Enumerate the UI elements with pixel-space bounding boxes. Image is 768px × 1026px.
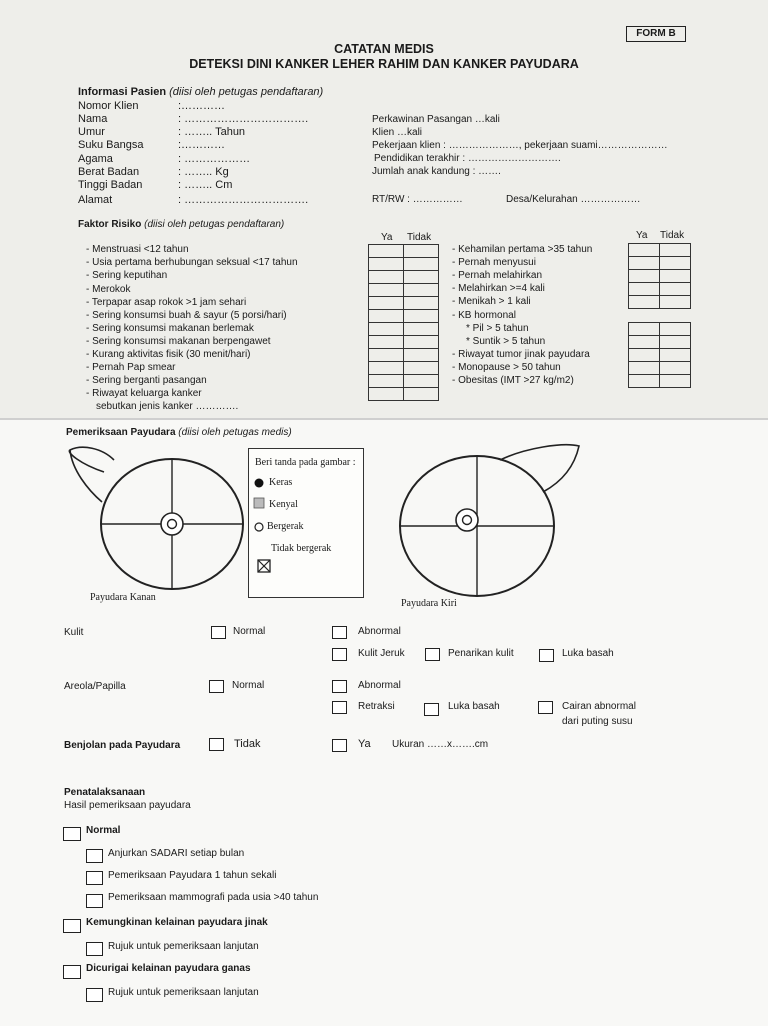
cell-tidak[interactable]: [404, 271, 439, 284]
cell-ya[interactable]: [369, 258, 404, 271]
title-line-1: CATATAN MEDIS: [334, 42, 434, 56]
areola-normal-checkbox[interactable]: [209, 680, 224, 693]
cell-tidak[interactable]: [660, 349, 691, 362]
cell-ya[interactable]: [629, 323, 660, 336]
areola-abnormal-label: Abnormal: [358, 680, 401, 691]
field-value[interactable]: : …….. Cm: [178, 179, 233, 191]
kulit-label: Kulit: [64, 627, 84, 638]
legend-keras: Keras: [269, 477, 293, 488]
rujuk-2-checkbox[interactable]: [86, 988, 103, 1002]
risk-note: (diisi oleh petugas pendaftaran): [144, 219, 285, 230]
cairan-label-2: dari puting susu: [562, 716, 633, 727]
retraksi-label: Retraksi: [358, 701, 395, 712]
risk-grid-left: [368, 244, 439, 401]
cell-tidak[interactable]: [404, 375, 439, 388]
cell-ya[interactable]: [369, 388, 404, 401]
occupation-field[interactable]: Pekerjaan klien : …………………, pekerjaan suami…………………: [372, 140, 668, 151]
penarikan-kulit-checkbox[interactable]: [425, 648, 440, 661]
cell-tidak[interactable]: [660, 283, 691, 296]
title-line-2: DETEKSI DINI KANKER LEHER RAHIM DAN KANKER PAYUDARA: [189, 57, 579, 71]
cell-ya[interactable]: [369, 323, 404, 336]
filled-dot-icon: [253, 477, 265, 489]
areola-abnormal-checkbox[interactable]: [332, 680, 347, 693]
cell-tidak[interactable]: [660, 336, 691, 349]
jinak-label: Kemungkinan kelainan payudara jinak: [86, 917, 268, 928]
plan-heading: Penatalaksanaan: [64, 787, 146, 798]
field-label: Berat Badan: [78, 166, 140, 178]
risk-item: - Riwayat tumor jinak payudara: [452, 349, 590, 360]
rtrw-field[interactable]: RT/RW : ……………: [372, 194, 463, 205]
areola-normal-label: Normal: [232, 680, 265, 691]
cell-ya[interactable]: [629, 362, 660, 375]
risk-item: - Sering konsumsi makanan berlemak: [86, 323, 254, 334]
sadari-checkbox[interactable]: [86, 849, 103, 863]
breast-title: Pemeriksaan Payudara: [66, 427, 176, 438]
cell-ya[interactable]: [629, 336, 660, 349]
risk-item: - Menstruasi <12 tahun: [86, 244, 189, 255]
benjolan-ya-checkbox[interactable]: [332, 739, 347, 752]
risk-item: - Terpapar asap rokok >1 jam sehari: [86, 297, 247, 308]
mammografi-label: Pemeriksaan mammografi pada usia >40 tahun: [108, 892, 319, 903]
cell-ya[interactable]: [629, 375, 660, 388]
patient-info-note: (diisi oleh petugas pendaftaran): [169, 86, 324, 98]
risk-item: * Suntik > 5 tahun: [466, 336, 546, 347]
cell-tidak[interactable]: [404, 349, 439, 362]
cell-tidak[interactable]: [404, 284, 439, 297]
kulit-luka-basah-checkbox[interactable]: [539, 649, 554, 662]
risk-item: - Pernah melahirkan: [452, 270, 543, 281]
legend-tidak-bergerak: Tidak bergerak: [271, 543, 332, 554]
jinak-checkbox[interactable]: [63, 919, 81, 933]
field-label: Umur: [78, 126, 105, 138]
empty-circle-icon: [253, 521, 265, 533]
left-breast-label: Payudara Kiri: [401, 598, 457, 609]
risk-grid-right-top: [628, 243, 691, 309]
cell-tidak[interactable]: [660, 244, 691, 257]
field-value[interactable]: : …………………………….: [178, 113, 309, 125]
cell-tidak[interactable]: [660, 323, 691, 336]
legend-title: Beri tanda pada gambar :: [255, 457, 356, 468]
risk-item: - Merokok: [86, 284, 131, 295]
risk-item: - Pernah Pap smear: [86, 362, 176, 373]
cell-ya[interactable]: [369, 297, 404, 310]
kulit-jeruk-label: Kulit Jeruk: [358, 648, 405, 659]
cairan-label-1: Cairan abnormal: [562, 701, 636, 712]
field-value[interactable]: :…………: [178, 139, 226, 151]
risk-item: - Sering berganti pasangan: [86, 375, 207, 386]
cell-ya[interactable]: [369, 336, 404, 349]
cell-ya[interactable]: [629, 270, 660, 283]
field-value[interactable]: : ………………: [178, 153, 251, 165]
cell-ya[interactable]: [629, 257, 660, 270]
plan-normal-checkbox[interactable]: [63, 827, 81, 841]
cell-tidak[interactable]: [404, 258, 439, 271]
risk-subitem[interactable]: sebutkan jenis kanker ………….: [96, 401, 239, 412]
left-breast-diagram[interactable]: [395, 440, 595, 600]
cell-ya[interactable]: [369, 245, 404, 258]
risk-item: - Sering konsumsi buah & sayur (5 porsi/hari): [86, 310, 287, 321]
client-marriage-field[interactable]: Klien …kali: [372, 127, 423, 138]
cell-ya[interactable]: [369, 362, 404, 375]
cell-tidak[interactable]: [404, 297, 439, 310]
kulit-luka-basah-label: Luka basah: [562, 648, 614, 659]
retraksi-checkbox[interactable]: [332, 701, 347, 714]
col-ya-right: Ya: [636, 230, 648, 241]
cell-tidak[interactable]: [404, 336, 439, 349]
field-label: Alamat: [78, 194, 113, 206]
legend-bergerak: Bergerak: [267, 521, 304, 532]
risk-item: - Sering konsumsi makanan berpengawet: [86, 336, 271, 347]
field-value[interactable]: :…………: [178, 100, 226, 112]
risk-heading: [78, 219, 284, 230]
field-value[interactable]: : …….. Tahun: [178, 126, 246, 138]
patient-info-heading: [78, 86, 323, 98]
risk-item: - Menikah > 1 kali: [452, 296, 531, 307]
benjolan-tidak-checkbox[interactable]: [209, 738, 224, 751]
cell-ya[interactable]: [369, 271, 404, 284]
children-field[interactable]: Jumlah anak kandung : …….: [372, 166, 501, 177]
risk-item: - Obesitas (IMT >27 kg/m2): [452, 375, 574, 386]
field-label: Nomor Klien: [78, 100, 139, 112]
risk-item: - Monopause > 50 tahun: [452, 362, 561, 373]
cell-tidak[interactable]: [404, 323, 439, 336]
risk-title: Faktor Risiko: [78, 219, 142, 230]
col-tidak-left: Tidak: [407, 232, 432, 243]
penarikan-kulit-label: Penarikan kulit: [448, 648, 514, 659]
breast-note: (diisi oleh petugas medis): [178, 427, 292, 438]
plan-normal-label: Normal: [86, 825, 121, 836]
areola-luka-basah-label: Luka basah: [448, 701, 500, 712]
risk-grid-right-bottom: [628, 322, 691, 388]
rujuk-2-label: Rujuk untuk pemeriksaan lanjutan: [108, 987, 259, 998]
field-value[interactable]: : …….. Kg: [178, 166, 229, 178]
cell-ya[interactable]: [369, 375, 404, 388]
risk-item: - Melahirkan >=4 kali: [452, 283, 545, 294]
cell-ya[interactable]: [369, 349, 404, 362]
risk-item: - Sering keputihan: [86, 270, 168, 281]
field-label: Nama: [78, 113, 108, 125]
risk-item: * Pil > 5 tahun: [466, 323, 529, 334]
tahunan-label: Pemeriksaan Payudara 1 tahun sekali: [108, 870, 277, 881]
cairan-abnormal-checkbox[interactable]: [538, 701, 553, 714]
benjolan-label: Benjolan pada Payudara: [64, 740, 181, 751]
benjolan-ya-label: Ya: [358, 738, 371, 750]
kulit-abnormal-checkbox[interactable]: [332, 626, 347, 639]
right-breast-diagram[interactable]: [62, 440, 252, 600]
field-label: Tinggi Badan: [78, 179, 143, 191]
cell-tidak[interactable]: [404, 310, 439, 323]
areola-label: Areola/Papilla: [64, 681, 126, 692]
sadari-label: Anjurkan SADARI setiap bulan: [108, 848, 245, 859]
areola-luka-basah-checkbox[interactable]: [424, 703, 439, 716]
crossed-box-icon: [257, 559, 271, 573]
cell-tidak[interactable]: [660, 375, 691, 388]
cell-ya[interactable]: [629, 349, 660, 362]
risk-item: - Riwayat keluarga kanker: [86, 388, 202, 399]
cell-tidak[interactable]: [404, 245, 439, 258]
kulit-normal-checkbox[interactable]: [211, 626, 226, 639]
risk-item: - Kehamilan pertama >35 tahun: [452, 244, 593, 255]
cell-ya[interactable]: [629, 296, 660, 309]
kulit-jeruk-checkbox[interactable]: [332, 648, 347, 661]
desa-field[interactable]: Desa/Kelurahan ………………: [506, 194, 641, 205]
cell-tidak[interactable]: [660, 296, 691, 309]
col-ya-left: Ya: [381, 232, 393, 243]
benjolan-tidak-label: Tidak: [234, 738, 261, 750]
col-tidak-right: Tidak: [660, 230, 685, 241]
cell-tidak[interactable]: [404, 362, 439, 375]
cell-ya[interactable]: [629, 244, 660, 257]
cell-tidak[interactable]: [404, 388, 439, 401]
mammografi-checkbox[interactable]: [86, 894, 103, 908]
breast-heading: [66, 427, 292, 438]
patient-info-title: Informasi Pasien: [78, 86, 167, 98]
hatched-square-icon: [253, 497, 265, 509]
cell-ya[interactable]: [369, 284, 404, 297]
tahunan-checkbox[interactable]: [86, 871, 103, 885]
cell-ya[interactable]: [369, 310, 404, 323]
field-label: Suku Bangsa: [78, 139, 144, 151]
form-code-box: FORM B: [626, 26, 686, 42]
cell-ya[interactable]: [629, 283, 660, 296]
risk-item: - Pernah menyusui: [452, 257, 536, 268]
cell-tidak[interactable]: [660, 257, 691, 270]
rujuk-1-checkbox[interactable]: [86, 942, 103, 956]
kulit-normal-label: Normal: [233, 626, 266, 637]
ganas-label: Dicurigai kelainan payudara ganas: [86, 963, 251, 974]
ukuran-field[interactable]: Ukuran ……x…….cm: [392, 739, 489, 750]
marriage-field[interactable]: Perkawinan Pasangan …kali: [372, 114, 500, 125]
risk-item: - Usia pertama berhubungan seksual <17 tahun: [86, 257, 298, 268]
right-breast-label: Payudara Kanan: [90, 592, 156, 603]
legend-kenyal: Kenyal: [269, 499, 298, 510]
education-field[interactable]: Pendidikan terakhir : ……………………….: [374, 153, 561, 164]
field-value[interactable]: : …………………………….: [178, 194, 309, 206]
risk-item: - KB hormonal: [452, 310, 516, 321]
kulit-abnormal-label: Abnormal: [358, 626, 401, 637]
risk-item: - Kurang aktivitas fisik (30 menit/hari): [86, 349, 251, 360]
cell-tidak[interactable]: [660, 270, 691, 283]
field-label: Agama: [78, 153, 113, 165]
plan-subheading: Hasil pemeriksaan payudara: [64, 800, 191, 811]
cell-tidak[interactable]: [660, 362, 691, 375]
ganas-checkbox[interactable]: [63, 965, 81, 979]
legend-box: [248, 448, 364, 598]
rujuk-1-label: Rujuk untuk pemeriksaan lanjutan: [108, 941, 259, 952]
